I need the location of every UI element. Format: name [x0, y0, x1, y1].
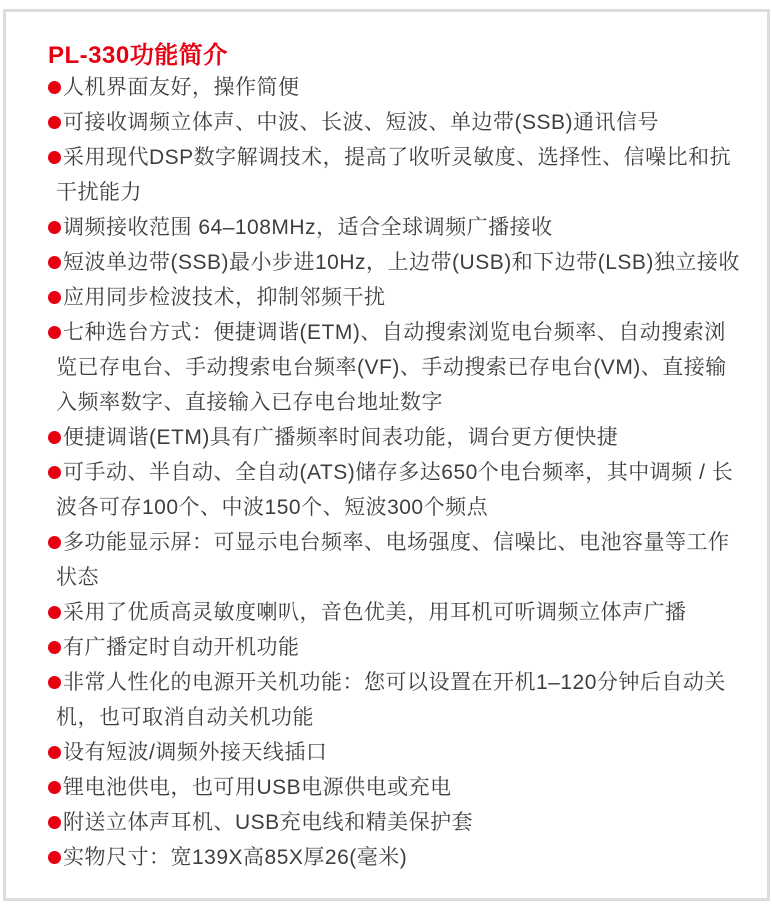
- feature-text: 人机界面友好，操作简便: [63, 76, 300, 99]
- feature-item: [48, 105, 742, 140]
- bullet-icon: [48, 851, 61, 864]
- feature-item: [48, 665, 742, 735]
- bullet-icon: [48, 116, 61, 129]
- bullet-icon: [48, 781, 61, 794]
- feature-text: 多功能显示屏：可显示电台频率、电场强度、信噪比、电池容量等工作状态: [56, 531, 730, 589]
- feature-text: 实物尺寸：宽139X高85X厚26(毫米): [63, 846, 408, 869]
- feature-list: [48, 70, 742, 875]
- feature-text: 附送立体声耳机、USB充电线和精美保护套: [63, 811, 474, 834]
- bullet-icon: [48, 81, 61, 94]
- bullet-icon: [48, 151, 61, 164]
- bullet-icon: [48, 606, 61, 619]
- bullet-icon: [48, 466, 61, 479]
- feature-item: [48, 70, 742, 105]
- feature-item: [48, 315, 742, 420]
- feature-text: 有广播定时自动开机功能: [63, 636, 300, 659]
- bullet-icon: [48, 326, 61, 339]
- feature-text: 非常人性化的电源开关机功能：您可以设置在开机1–120分钟后自动关机，也可取消自动关机功能: [56, 671, 726, 729]
- bullet-icon: [48, 816, 61, 829]
- page-title: PL-330功能简介: [48, 42, 228, 69]
- bullet-icon: [48, 431, 61, 444]
- feature-item: [48, 735, 742, 770]
- bullet-icon: [48, 221, 61, 234]
- feature-item: [48, 210, 742, 245]
- feature-item: [48, 525, 742, 595]
- feature-item: [48, 280, 742, 315]
- bullet-icon: [48, 746, 61, 759]
- feature-item: [48, 630, 742, 665]
- feature-text: 调频接收范围 64–108MHz，适合全球调频广播接收: [63, 216, 553, 239]
- feature-text: 可接收调频立体声、中波、长波、短波、单边带(SSB)通讯信号: [63, 111, 660, 134]
- bullet-icon: [48, 256, 61, 269]
- feature-text: 可手动、半自动、全自动(ATS)储存多达650个电台频率，其中调频 / 长波各可存100个、中波150个、短波300个频点: [56, 461, 734, 519]
- feature-text: 短波单边带(SSB)最小步进10Hz，上边带(USB)和下边带(LSB)独立接收: [63, 251, 740, 274]
- feature-text: 锂电池供电，也可用USB电源供电或充电: [63, 776, 452, 799]
- feature-text: 应用同步检波技术，抑制邻频干扰: [63, 286, 386, 309]
- feature-item: [48, 455, 742, 525]
- bullet-icon: [48, 641, 61, 654]
- bullet-icon: [48, 676, 61, 689]
- feature-item: [48, 805, 742, 840]
- feature-text: 设有短波/调频外接天线插口: [63, 741, 328, 764]
- feature-item: [48, 770, 742, 805]
- feature-item: [48, 840, 742, 875]
- feature-item: [48, 595, 742, 630]
- bullet-icon: [48, 291, 61, 304]
- feature-text: 七种选台方式：便捷调谐(ETM)、自动搜索浏览电台频率、自动搜索浏览已存电台、手动搜索电台频率(VF)、手动搜索已存电台(VM)、直接输入频率数字、直接输入已存电台地址数字: [56, 321, 727, 414]
- feature-text: 便捷调谐(ETM)具有广播频率时间表功能，调台更方便快捷: [63, 426, 619, 449]
- feature-item: [48, 420, 742, 455]
- content-panel: [3, 9, 770, 901]
- feature-item: [48, 140, 742, 210]
- feature-text: 采用了优质高灵敏度喇叭，音色优美，用耳机可听调频立体声广播: [63, 601, 687, 624]
- feature-item: [48, 245, 742, 280]
- feature-text: 采用现代DSP数字解调技术，提高了收听灵敏度、选择性、信噪比和抗干扰能力: [56, 146, 732, 204]
- bullet-icon: [48, 536, 61, 549]
